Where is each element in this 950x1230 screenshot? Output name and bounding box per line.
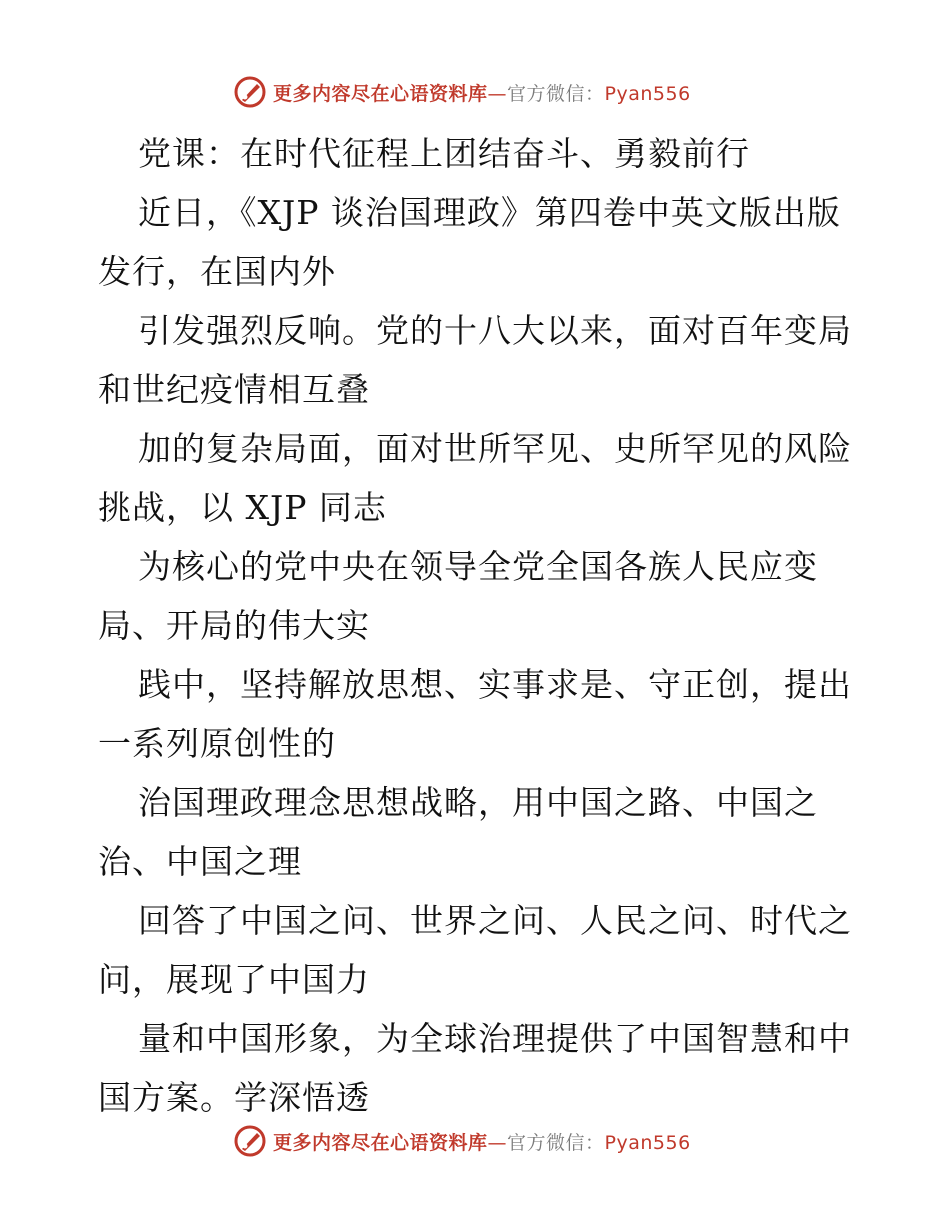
paragraph-line: 国方案。学深悟透: [98, 1078, 370, 1117]
paragraph-line: 发行，在国内外: [98, 252, 336, 291]
document-title: 党课：在时代征程上团结奋斗、勇毅前行: [138, 134, 750, 173]
paragraph-line: 量和中国形象，为全球治理提供了中国智慧和中: [138, 1019, 852, 1058]
paragraph-line: 治、中国之理: [98, 842, 302, 881]
paragraph-line: 引发强烈反响。党的十八大以来，面对百年变局: [138, 311, 852, 350]
paragraph-line: 和世纪疫情相互叠: [98, 370, 370, 409]
document-body: [98, 124, 858, 1127]
paragraph-line: 近日，《XJP 谈治国理政》第四卷中英文版出版: [138, 193, 841, 232]
pen-feather-logo-icon: [233, 75, 267, 109]
paragraph-line: 问，展现了中国力: [98, 960, 370, 999]
paragraph-line: 回答了中国之问、世界之问、人民之问、时代之: [138, 901, 852, 940]
watermark-dash: —: [487, 82, 508, 105]
watermark-wechat-id: Pyan556: [604, 1131, 691, 1154]
paragraph-line: 一系列原创性的: [98, 724, 336, 763]
paragraph-line: 挑战，以 XJP 同志: [98, 488, 387, 527]
pen-feather-logo-icon: [233, 1124, 267, 1158]
watermark-header: [233, 72, 833, 112]
paragraph-line: 加的复杂局面，面对世所罕见、史所罕见的风险: [138, 429, 852, 468]
paragraph-line: 局、开局的伟大实: [98, 606, 370, 645]
paragraph-line: 践中，坚持解放思想、实事求是、守正创，提出: [138, 665, 852, 704]
watermark-dash: —: [487, 1131, 508, 1154]
paragraph-line: 治国理政理念思想战略，用中国之路、中国之: [138, 783, 818, 822]
watermark-footer: [233, 1121, 833, 1161]
watermark-text: [273, 1128, 691, 1155]
watermark-label: 官方微信：: [507, 82, 605, 105]
paragraph-line: 为核心的党中央在领导全党全国各族人民应变: [138, 547, 818, 586]
watermark-text: [273, 79, 691, 106]
watermark-wechat-id: Pyan556: [604, 82, 691, 105]
watermark-label: 官方微信：: [507, 1131, 605, 1154]
watermark-brand: 更多内容尽在心语资料库: [273, 1131, 488, 1154]
watermark-brand: 更多内容尽在心语资料库: [273, 82, 488, 105]
